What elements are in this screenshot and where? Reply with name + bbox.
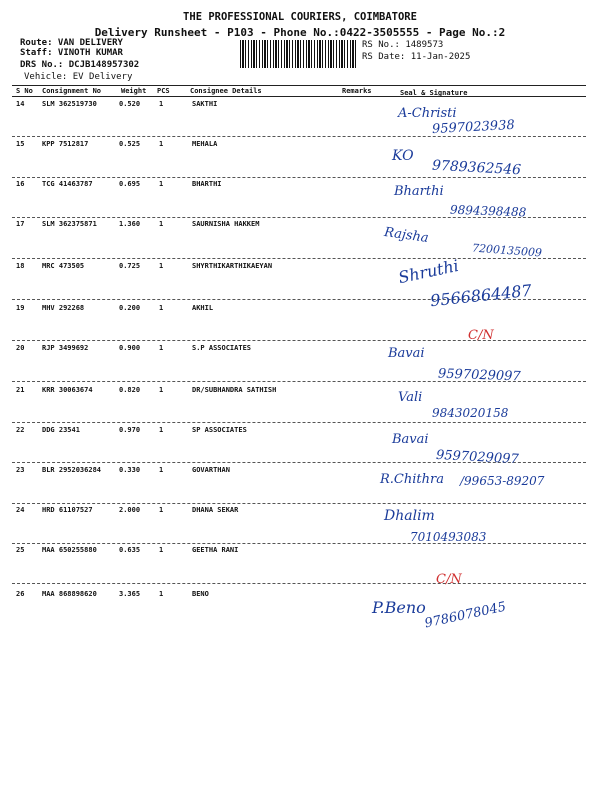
signature-name: R.Chithra <box>380 472 444 487</box>
row-pcs: 1 <box>159 590 164 598</box>
staff-label: Staff: VINOTH KUMAR <box>20 48 123 58</box>
signature-name: Bavai <box>392 432 429 447</box>
row-sno: 26 <box>16 590 25 598</box>
row-pcs: 1 <box>159 220 164 228</box>
row-sno: 14 <box>16 100 25 108</box>
row-consignment-no: KRR 30063674 <box>42 386 93 394</box>
row-separator <box>12 583 586 584</box>
row-consignment-no: MAA 868898620 <box>42 590 97 598</box>
row-pcs: 1 <box>159 180 164 188</box>
row-consignment-no: RJP 3499692 <box>42 344 89 352</box>
signature-name: Shruthi <box>396 255 461 288</box>
vehicle-label: Vehicle: EV Delivery <box>24 72 133 82</box>
row-separator <box>12 136 586 137</box>
row-consignment-no: SLM 362375871 <box>42 220 97 228</box>
signature-phone: 9597029097 <box>435 447 520 468</box>
row-consignee: GEETHA RANI <box>192 546 239 554</box>
row-weight: 2.000 <box>119 506 141 514</box>
row-sno: 20 <box>16 344 25 352</box>
row-pcs: 1 <box>159 466 164 474</box>
row-consignee: GOVARTHAN <box>192 466 230 474</box>
row-separator <box>12 340 586 341</box>
row-consignment-no: DDG 23541 <box>42 426 80 434</box>
row-pcs: 1 <box>159 426 164 434</box>
row-weight: 0.970 <box>119 426 141 434</box>
row-sno: 24 <box>16 506 25 514</box>
row-weight: 0.695 <box>119 180 141 188</box>
row-consignee: DHANA SEKAR <box>192 506 239 514</box>
signature-name: Rajsha <box>383 224 430 247</box>
row-separator <box>12 422 586 423</box>
row-pcs: 1 <box>159 546 164 554</box>
signature-phone: 9786078045 <box>423 599 508 632</box>
row-pcs: 1 <box>159 262 164 270</box>
signature-name: Dhalim <box>384 508 435 524</box>
row-sno: 25 <box>16 546 25 554</box>
row-consignee: SP ASSOCIATES <box>192 426 247 434</box>
drs-number: DRS No.: DCJB148957302 <box>20 60 140 70</box>
signature-phone: 9789362546 <box>431 157 522 179</box>
row-weight: 0.635 <box>119 546 141 554</box>
row-sno: 17 <box>16 220 25 228</box>
signature-name: Vali <box>398 390 423 405</box>
header-top-rule <box>12 85 586 86</box>
row-consignment-no: KPP 7512817 <box>42 140 89 148</box>
row-consignee: DR/SUBHANDRA SATHISH <box>192 386 277 394</box>
row-weight: 0.820 <box>119 386 141 394</box>
signature-phone: 7200135009 <box>471 241 543 260</box>
row-consignment-no: TCG 41463787 <box>42 180 93 188</box>
row-consignee: SAKTHI <box>192 100 218 108</box>
row-consignee: MEHALA <box>192 140 218 148</box>
row-consignee: AKHIL <box>192 304 214 312</box>
row-pcs: 1 <box>159 100 164 108</box>
signature-name: Bharthi <box>394 184 444 199</box>
company-title: THE PROFESSIONAL COURIERS, COIMBATORE <box>183 11 417 23</box>
route-label: Route: VAN DELIVERY <box>20 38 123 48</box>
col-consignment: Consignment No <box>42 87 102 95</box>
row-weight: 0.525 <box>119 140 141 148</box>
signature-phone: /99653-89207 <box>460 474 545 488</box>
cn-mark: C/N <box>468 328 494 343</box>
col-pcs: PCS <box>157 87 170 95</box>
row-sno: 19 <box>16 304 25 312</box>
row-sno: 23 <box>16 466 25 474</box>
rs-date: RS Date: 11-Jan-2025 <box>362 52 471 62</box>
row-consignment-no: MRC 473505 <box>42 262 85 270</box>
row-weight: 0.520 <box>119 100 141 108</box>
rs-number: RS No.: 1489573 <box>362 40 444 50</box>
row-pcs: 1 <box>159 386 164 394</box>
col-consignee: Consignee Details <box>190 87 262 95</box>
row-consignee: SHYRTHIKARTHIKAEYAN <box>192 262 273 270</box>
row-consignee: BHARTHI <box>192 180 222 188</box>
header-bottom-rule <box>12 96 586 97</box>
col-sno: S No <box>16 87 33 95</box>
signature-phone: 9894398488 <box>449 202 527 220</box>
col-signature: Seal & Signature <box>400 89 468 97</box>
signature-phone: 7010493083 <box>410 530 487 544</box>
row-consignee: S.P ASSOCIATES <box>192 344 252 352</box>
row-weight: 0.725 <box>119 262 141 270</box>
row-pcs: 1 <box>159 140 164 148</box>
signature-name: Bavai <box>388 346 425 361</box>
row-weight: 0.200 <box>119 304 141 312</box>
signature-phone: 9843020158 <box>432 406 509 420</box>
row-weight: 3.365 <box>119 590 141 598</box>
row-separator <box>12 503 586 504</box>
row-pcs: 1 <box>159 344 164 352</box>
row-sno: 21 <box>16 386 25 394</box>
row-consignment-no: SLM 362519730 <box>42 100 97 108</box>
runsheet-subtitle: Delivery Runsheet - P103 - Phone No.:0422-3505555 - Page No.:2 <box>94 26 506 39</box>
row-consignment-no: BLR 2952036284 <box>42 466 102 474</box>
row-consignment-no: MHV 292268 <box>42 304 85 312</box>
signature-phone: 9597029097 <box>437 366 521 385</box>
signature-name: P.Beno <box>372 598 426 617</box>
signature-phone: 9566864487 <box>429 280 533 311</box>
col-remarks: Remarks <box>342 87 372 95</box>
row-pcs: 1 <box>159 304 164 312</box>
col-weight: Weight <box>121 87 147 95</box>
cn-mark: C/N <box>436 572 462 587</box>
row-consignee: SAURNISHA HAKKEM <box>192 220 260 228</box>
row-separator <box>12 258 586 259</box>
row-weight: 0.330 <box>119 466 141 474</box>
row-sno: 18 <box>16 262 25 270</box>
barcode-image <box>240 40 356 68</box>
row-sno: 22 <box>16 426 25 434</box>
row-consignment-no: MAA 650255880 <box>42 546 97 554</box>
row-consignee: BENO <box>192 590 209 598</box>
row-weight: 1.360 <box>119 220 141 228</box>
row-pcs: 1 <box>159 506 164 514</box>
signature-phone: 9597023938 <box>431 117 516 138</box>
row-consignment-no: HRD 61107527 <box>42 506 93 514</box>
signature-name: KO <box>392 148 414 164</box>
signature-name: A-Christi <box>398 106 457 121</box>
row-weight: 0.900 <box>119 344 141 352</box>
row-sno: 15 <box>16 140 25 148</box>
row-separator <box>12 543 586 544</box>
row-sno: 16 <box>16 180 25 188</box>
